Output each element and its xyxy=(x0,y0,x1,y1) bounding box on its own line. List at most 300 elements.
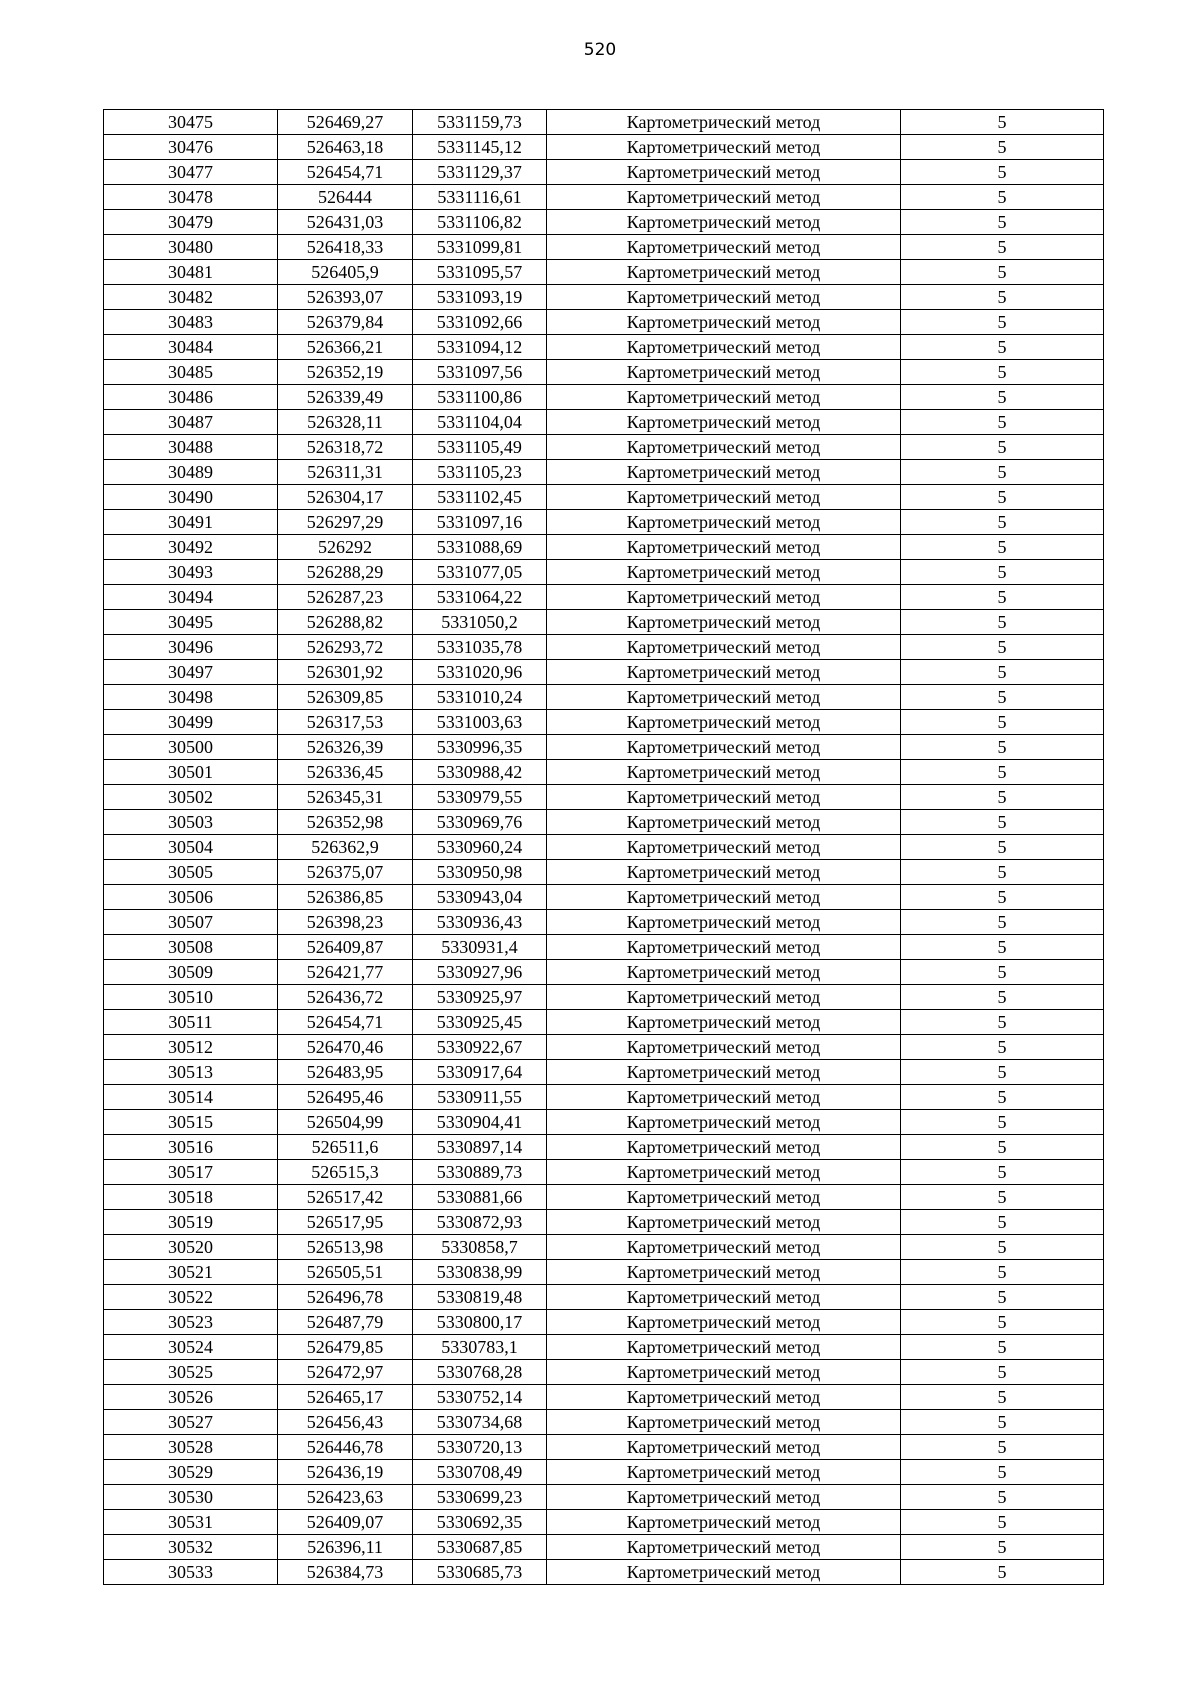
y-coordinate-cell: 5330687,85 xyxy=(413,1535,547,1560)
method-cell: Картометрический метод xyxy=(547,610,901,635)
method-cell: Картометрический метод xyxy=(547,1310,901,1335)
y-coordinate-cell: 5331100,86 xyxy=(413,385,547,410)
method-cell: Картометрический метод xyxy=(547,660,901,685)
table-row xyxy=(104,960,1104,985)
x-coordinate-cell: 526304,17 xyxy=(278,485,413,510)
y-coordinate-cell: 5331035,78 xyxy=(413,635,547,660)
x-coordinate-cell: 526446,78 xyxy=(278,1435,413,1460)
y-coordinate-cell: 5331106,82 xyxy=(413,210,547,235)
table-row xyxy=(104,1185,1104,1210)
point-number-cell: 30493 xyxy=(104,560,278,585)
method-cell: Картометрический метод xyxy=(547,1485,901,1510)
accuracy-cell: 5 xyxy=(901,1360,1104,1385)
accuracy-cell: 5 xyxy=(901,285,1104,310)
accuracy-cell: 5 xyxy=(901,410,1104,435)
table-row xyxy=(104,710,1104,735)
table-row xyxy=(104,185,1104,210)
y-coordinate-cell: 5330768,28 xyxy=(413,1360,547,1385)
point-number-cell: 30499 xyxy=(104,710,278,735)
table-row xyxy=(104,1385,1104,1410)
y-coordinate-cell: 5330996,35 xyxy=(413,735,547,760)
x-coordinate-cell: 526409,87 xyxy=(278,935,413,960)
accuracy-cell: 5 xyxy=(901,1235,1104,1260)
table-row xyxy=(104,1160,1104,1185)
y-coordinate-cell: 5331104,04 xyxy=(413,410,547,435)
table-row xyxy=(104,460,1104,485)
x-coordinate-cell: 526301,92 xyxy=(278,660,413,685)
accuracy-cell: 5 xyxy=(901,1160,1104,1185)
method-cell: Картометрический метод xyxy=(547,1135,901,1160)
table-body xyxy=(104,110,1104,1585)
table-row xyxy=(104,285,1104,310)
table-row xyxy=(104,1260,1104,1285)
table-row xyxy=(104,335,1104,360)
accuracy-cell: 5 xyxy=(901,110,1104,135)
point-number-cell: 30522 xyxy=(104,1285,278,1310)
table-row xyxy=(104,1110,1104,1135)
method-cell: Картометрический метод xyxy=(547,210,901,235)
accuracy-cell: 5 xyxy=(901,160,1104,185)
y-coordinate-cell: 5331003,63 xyxy=(413,710,547,735)
x-coordinate-cell: 526288,82 xyxy=(278,610,413,635)
method-cell: Картометрический метод xyxy=(547,885,901,910)
method-cell: Картометрический метод xyxy=(547,785,901,810)
point-number-cell: 30476 xyxy=(104,135,278,160)
point-number-cell: 30489 xyxy=(104,460,278,485)
table-row xyxy=(104,435,1104,460)
x-coordinate-cell: 526405,9 xyxy=(278,260,413,285)
method-cell: Картометрический метод xyxy=(547,910,901,935)
y-coordinate-cell: 5331097,56 xyxy=(413,360,547,385)
x-coordinate-cell: 526463,18 xyxy=(278,135,413,160)
accuracy-cell: 5 xyxy=(901,1135,1104,1160)
x-coordinate-cell: 526366,21 xyxy=(278,335,413,360)
point-number-cell: 30513 xyxy=(104,1060,278,1085)
y-coordinate-cell: 5330988,42 xyxy=(413,760,547,785)
accuracy-cell: 5 xyxy=(901,385,1104,410)
table-row xyxy=(104,1485,1104,1510)
table-row xyxy=(104,485,1104,510)
method-cell: Картометрический метод xyxy=(547,685,901,710)
table-row xyxy=(104,535,1104,560)
x-coordinate-cell: 526352,19 xyxy=(278,360,413,385)
accuracy-cell: 5 xyxy=(901,685,1104,710)
accuracy-cell: 5 xyxy=(901,135,1104,160)
accuracy-cell: 5 xyxy=(901,810,1104,835)
accuracy-cell: 5 xyxy=(901,260,1104,285)
x-coordinate-cell: 526328,11 xyxy=(278,410,413,435)
y-coordinate-cell: 5330858,7 xyxy=(413,1235,547,1260)
accuracy-cell: 5 xyxy=(901,785,1104,810)
accuracy-cell: 5 xyxy=(901,1085,1104,1110)
x-coordinate-cell: 526309,85 xyxy=(278,685,413,710)
y-coordinate-cell: 5330979,55 xyxy=(413,785,547,810)
y-coordinate-cell: 5331102,45 xyxy=(413,485,547,510)
accuracy-cell: 5 xyxy=(901,210,1104,235)
table-row xyxy=(104,1060,1104,1085)
x-coordinate-cell: 526513,98 xyxy=(278,1235,413,1260)
method-cell: Картометрический метод xyxy=(547,260,901,285)
y-coordinate-cell: 5331088,69 xyxy=(413,535,547,560)
method-cell: Картометрический метод xyxy=(547,1410,901,1435)
point-number-cell: 30500 xyxy=(104,735,278,760)
table-row xyxy=(104,260,1104,285)
accuracy-cell: 5 xyxy=(901,835,1104,860)
accuracy-cell: 5 xyxy=(901,1010,1104,1035)
x-coordinate-cell: 526352,98 xyxy=(278,810,413,835)
point-number-cell: 30487 xyxy=(104,410,278,435)
table-row xyxy=(104,860,1104,885)
y-coordinate-cell: 5330734,68 xyxy=(413,1410,547,1435)
y-coordinate-cell: 5331116,61 xyxy=(413,185,547,210)
y-coordinate-cell: 5330897,14 xyxy=(413,1135,547,1160)
point-number-cell: 30524 xyxy=(104,1335,278,1360)
accuracy-cell: 5 xyxy=(901,435,1104,460)
accuracy-cell: 5 xyxy=(901,910,1104,935)
y-coordinate-cell: 5330819,48 xyxy=(413,1285,547,1310)
point-number-cell: 30491 xyxy=(104,510,278,535)
method-cell: Картометрический метод xyxy=(547,835,901,860)
table-row xyxy=(104,910,1104,935)
table-row xyxy=(104,1510,1104,1535)
y-coordinate-cell: 5331092,66 xyxy=(413,310,547,335)
y-coordinate-cell: 5331050,2 xyxy=(413,610,547,635)
y-coordinate-cell: 5330911,55 xyxy=(413,1085,547,1110)
y-coordinate-cell: 5330692,35 xyxy=(413,1510,547,1535)
point-number-cell: 30508 xyxy=(104,935,278,960)
table-row xyxy=(104,1560,1104,1585)
page-number: 520 xyxy=(583,40,617,60)
method-cell: Картометрический метод xyxy=(547,185,901,210)
y-coordinate-cell: 5331020,96 xyxy=(413,660,547,685)
accuracy-cell: 5 xyxy=(901,760,1104,785)
accuracy-cell: 5 xyxy=(901,1535,1104,1560)
accuracy-cell: 5 xyxy=(901,1385,1104,1410)
y-coordinate-cell: 5330960,24 xyxy=(413,835,547,860)
point-number-cell: 30501 xyxy=(104,760,278,785)
point-number-cell: 30503 xyxy=(104,810,278,835)
accuracy-cell: 5 xyxy=(901,485,1104,510)
accuracy-cell: 5 xyxy=(901,185,1104,210)
table-row xyxy=(104,1435,1104,1460)
x-coordinate-cell: 526362,9 xyxy=(278,835,413,860)
point-number-cell: 30478 xyxy=(104,185,278,210)
point-number-cell: 30484 xyxy=(104,335,278,360)
table-row xyxy=(104,1410,1104,1435)
point-number-cell: 30497 xyxy=(104,660,278,685)
point-number-cell: 30488 xyxy=(104,435,278,460)
x-coordinate-cell: 526396,11 xyxy=(278,1535,413,1560)
method-cell: Картометрический метод xyxy=(547,1535,901,1560)
method-cell: Картометрический метод xyxy=(547,1360,901,1385)
y-coordinate-cell: 5331010,24 xyxy=(413,685,547,710)
method-cell: Картометрический метод xyxy=(547,985,901,1010)
method-cell: Картометрический метод xyxy=(547,135,901,160)
point-number-cell: 30496 xyxy=(104,635,278,660)
x-coordinate-cell: 526292 xyxy=(278,535,413,560)
point-number-cell: 30514 xyxy=(104,1085,278,1110)
accuracy-cell: 5 xyxy=(901,1285,1104,1310)
table-row xyxy=(104,1285,1104,1310)
y-coordinate-cell: 5330922,67 xyxy=(413,1035,547,1060)
table-row xyxy=(104,1360,1104,1385)
method-cell: Картометрический метод xyxy=(547,560,901,585)
accuracy-cell: 5 xyxy=(901,1435,1104,1460)
x-coordinate-cell: 526375,07 xyxy=(278,860,413,885)
method-cell: Картометрический метод xyxy=(547,1110,901,1135)
method-cell: Картометрический метод xyxy=(547,435,901,460)
method-cell: Картометрический метод xyxy=(547,760,901,785)
point-number-cell: 30481 xyxy=(104,260,278,285)
y-coordinate-cell: 5330936,43 xyxy=(413,910,547,935)
y-coordinate-cell: 5330904,41 xyxy=(413,1110,547,1135)
table-row xyxy=(104,935,1104,960)
x-coordinate-cell: 526317,53 xyxy=(278,710,413,735)
table-row xyxy=(104,1235,1104,1260)
x-coordinate-cell: 526479,85 xyxy=(278,1335,413,1360)
method-cell: Картометрический метод xyxy=(547,1035,901,1060)
y-coordinate-cell: 5330800,17 xyxy=(413,1310,547,1335)
table-row xyxy=(104,385,1104,410)
table-row xyxy=(104,735,1104,760)
x-coordinate-cell: 526470,46 xyxy=(278,1035,413,1060)
method-cell: Картометрический метод xyxy=(547,960,901,985)
table-row xyxy=(104,1210,1104,1235)
method-cell: Картометрический метод xyxy=(547,810,901,835)
method-cell: Картометрический метод xyxy=(547,1560,901,1585)
y-coordinate-cell: 5330925,45 xyxy=(413,1010,547,1035)
x-coordinate-cell: 526444 xyxy=(278,185,413,210)
method-cell: Картометрический метод xyxy=(547,1460,901,1485)
table-row xyxy=(104,160,1104,185)
y-coordinate-cell: 5331129,37 xyxy=(413,160,547,185)
x-coordinate-cell: 526517,42 xyxy=(278,1185,413,1210)
x-coordinate-cell: 526472,97 xyxy=(278,1360,413,1385)
point-number-cell: 30480 xyxy=(104,235,278,260)
x-coordinate-cell: 526436,72 xyxy=(278,985,413,1010)
point-number-cell: 30526 xyxy=(104,1385,278,1410)
accuracy-cell: 5 xyxy=(901,710,1104,735)
x-coordinate-cell: 526398,23 xyxy=(278,910,413,935)
point-number-cell: 30515 xyxy=(104,1110,278,1135)
table-row xyxy=(104,1135,1104,1160)
method-cell: Картометрический метод xyxy=(547,385,901,410)
y-coordinate-cell: 5331105,49 xyxy=(413,435,547,460)
point-number-cell: 30495 xyxy=(104,610,278,635)
point-number-cell: 30516 xyxy=(104,1135,278,1160)
accuracy-cell: 5 xyxy=(901,535,1104,560)
x-coordinate-cell: 526515,3 xyxy=(278,1160,413,1185)
y-coordinate-cell: 5331105,23 xyxy=(413,460,547,485)
point-number-cell: 30520 xyxy=(104,1235,278,1260)
x-coordinate-cell: 526465,17 xyxy=(278,1385,413,1410)
method-cell: Картометрический метод xyxy=(547,110,901,135)
point-number-cell: 30477 xyxy=(104,160,278,185)
point-number-cell: 30475 xyxy=(104,110,278,135)
table-row xyxy=(104,835,1104,860)
method-cell: Картометрический метод xyxy=(547,535,901,560)
y-coordinate-cell: 5330872,93 xyxy=(413,1210,547,1235)
table-row xyxy=(104,1460,1104,1485)
method-cell: Картометрический метод xyxy=(547,935,901,960)
y-coordinate-cell: 5331145,12 xyxy=(413,135,547,160)
point-number-cell: 30505 xyxy=(104,860,278,885)
method-cell: Картометрический метод xyxy=(547,1335,901,1360)
accuracy-cell: 5 xyxy=(901,1185,1104,1210)
accuracy-cell: 5 xyxy=(901,660,1104,685)
method-cell: Картометрический метод xyxy=(547,310,901,335)
point-number-cell: 30511 xyxy=(104,1010,278,1035)
method-cell: Картометрический метод xyxy=(547,1010,901,1035)
accuracy-cell: 5 xyxy=(901,1335,1104,1360)
accuracy-cell: 5 xyxy=(901,585,1104,610)
method-cell: Картометрический метод xyxy=(547,1060,901,1085)
x-coordinate-cell: 526504,99 xyxy=(278,1110,413,1135)
accuracy-cell: 5 xyxy=(901,735,1104,760)
x-coordinate-cell: 526326,39 xyxy=(278,735,413,760)
point-number-cell: 30483 xyxy=(104,310,278,335)
accuracy-cell: 5 xyxy=(901,1035,1104,1060)
method-cell: Картометрический метод xyxy=(547,1085,901,1110)
point-number-cell: 30510 xyxy=(104,985,278,1010)
accuracy-cell: 5 xyxy=(901,235,1104,260)
method-cell: Картометрический метод xyxy=(547,410,901,435)
method-cell: Картометрический метод xyxy=(547,710,901,735)
accuracy-cell: 5 xyxy=(901,1260,1104,1285)
x-coordinate-cell: 526409,07 xyxy=(278,1510,413,1535)
point-number-cell: 30512 xyxy=(104,1035,278,1060)
x-coordinate-cell: 526345,31 xyxy=(278,785,413,810)
table-row xyxy=(104,785,1104,810)
accuracy-cell: 5 xyxy=(901,885,1104,910)
y-coordinate-cell: 5330943,04 xyxy=(413,885,547,910)
table-row xyxy=(104,1335,1104,1360)
method-cell: Картометрический метод xyxy=(547,1285,901,1310)
accuracy-cell: 5 xyxy=(901,1060,1104,1085)
x-coordinate-cell: 526487,79 xyxy=(278,1310,413,1335)
y-coordinate-cell: 5330969,76 xyxy=(413,810,547,835)
method-cell: Картометрический метод xyxy=(547,1385,901,1410)
x-coordinate-cell: 526423,63 xyxy=(278,1485,413,1510)
y-coordinate-cell: 5331064,22 xyxy=(413,585,547,610)
table-row xyxy=(104,510,1104,535)
y-coordinate-cell: 5331159,73 xyxy=(413,110,547,135)
point-number-cell: 30498 xyxy=(104,685,278,710)
point-number-cell: 30519 xyxy=(104,1210,278,1235)
point-number-cell: 30531 xyxy=(104,1510,278,1535)
table-row xyxy=(104,660,1104,685)
table-row xyxy=(104,760,1104,785)
y-coordinate-cell: 5330838,99 xyxy=(413,1260,547,1285)
x-coordinate-cell: 526454,71 xyxy=(278,1010,413,1035)
x-coordinate-cell: 526517,95 xyxy=(278,1210,413,1235)
x-coordinate-cell: 526318,72 xyxy=(278,435,413,460)
accuracy-cell: 5 xyxy=(901,510,1104,535)
accuracy-cell: 5 xyxy=(901,935,1104,960)
x-coordinate-cell: 526469,27 xyxy=(278,110,413,135)
x-coordinate-cell: 526379,84 xyxy=(278,310,413,335)
table-row xyxy=(104,1010,1104,1035)
accuracy-cell: 5 xyxy=(901,985,1104,1010)
accuracy-cell: 5 xyxy=(901,960,1104,985)
x-coordinate-cell: 526311,31 xyxy=(278,460,413,485)
method-cell: Картометрический метод xyxy=(547,360,901,385)
point-number-cell: 30523 xyxy=(104,1310,278,1335)
method-cell: Картометрический метод xyxy=(547,1260,901,1285)
table-row xyxy=(104,985,1104,1010)
table-row xyxy=(104,235,1104,260)
accuracy-cell: 5 xyxy=(901,1210,1104,1235)
method-cell: Картометрический метод xyxy=(547,1160,901,1185)
method-cell: Картометрический метод xyxy=(547,1510,901,1535)
y-coordinate-cell: 5331095,57 xyxy=(413,260,547,285)
table-row xyxy=(104,210,1104,235)
y-coordinate-cell: 5330699,23 xyxy=(413,1485,547,1510)
point-number-cell: 30490 xyxy=(104,485,278,510)
table-row xyxy=(104,585,1104,610)
y-coordinate-cell: 5330708,49 xyxy=(413,1460,547,1485)
y-coordinate-cell: 5330927,96 xyxy=(413,960,547,985)
method-cell: Картометрический метод xyxy=(547,160,901,185)
method-cell: Картометрический метод xyxy=(547,585,901,610)
point-number-cell: 30518 xyxy=(104,1185,278,1210)
y-coordinate-cell: 5330950,98 xyxy=(413,860,547,885)
y-coordinate-cell: 5330685,73 xyxy=(413,1560,547,1585)
method-cell: Картометрический метод xyxy=(547,1435,901,1460)
table-row xyxy=(104,560,1104,585)
y-coordinate-cell: 5331093,19 xyxy=(413,285,547,310)
method-cell: Картометрический метод xyxy=(547,285,901,310)
method-cell: Картометрический метод xyxy=(547,1235,901,1260)
x-coordinate-cell: 526297,29 xyxy=(278,510,413,535)
point-number-cell: 30525 xyxy=(104,1360,278,1385)
point-number-cell: 30517 xyxy=(104,1160,278,1185)
x-coordinate-cell: 526393,07 xyxy=(278,285,413,310)
point-number-cell: 30494 xyxy=(104,585,278,610)
accuracy-cell: 5 xyxy=(901,1485,1104,1510)
x-coordinate-cell: 526287,23 xyxy=(278,585,413,610)
x-coordinate-cell: 526421,77 xyxy=(278,960,413,985)
x-coordinate-cell: 526386,85 xyxy=(278,885,413,910)
method-cell: Картометрический метод xyxy=(547,510,901,535)
table-row xyxy=(104,635,1104,660)
y-coordinate-cell: 5330783,1 xyxy=(413,1335,547,1360)
point-number-cell: 30533 xyxy=(104,1560,278,1585)
point-number-cell: 30479 xyxy=(104,210,278,235)
x-coordinate-cell: 526496,78 xyxy=(278,1285,413,1310)
accuracy-cell: 5 xyxy=(901,1460,1104,1485)
method-cell: Картометрический метод xyxy=(547,460,901,485)
accuracy-cell: 5 xyxy=(901,360,1104,385)
x-coordinate-cell: 526293,72 xyxy=(278,635,413,660)
method-cell: Картометрический метод xyxy=(547,635,901,660)
x-coordinate-cell: 526436,19 xyxy=(278,1460,413,1485)
table-row xyxy=(104,135,1104,160)
point-number-cell: 30506 xyxy=(104,885,278,910)
x-coordinate-cell: 526384,73 xyxy=(278,1560,413,1585)
accuracy-cell: 5 xyxy=(901,1560,1104,1585)
y-coordinate-cell: 5330889,73 xyxy=(413,1160,547,1185)
x-coordinate-cell: 526454,71 xyxy=(278,160,413,185)
x-coordinate-cell: 526505,51 xyxy=(278,1260,413,1285)
point-number-cell: 30527 xyxy=(104,1410,278,1435)
y-coordinate-cell: 5330720,13 xyxy=(413,1435,547,1460)
method-cell: Картометрический метод xyxy=(547,235,901,260)
y-coordinate-cell: 5331077,05 xyxy=(413,560,547,585)
accuracy-cell: 5 xyxy=(901,310,1104,335)
point-number-cell: 30507 xyxy=(104,910,278,935)
table-row xyxy=(104,810,1104,835)
